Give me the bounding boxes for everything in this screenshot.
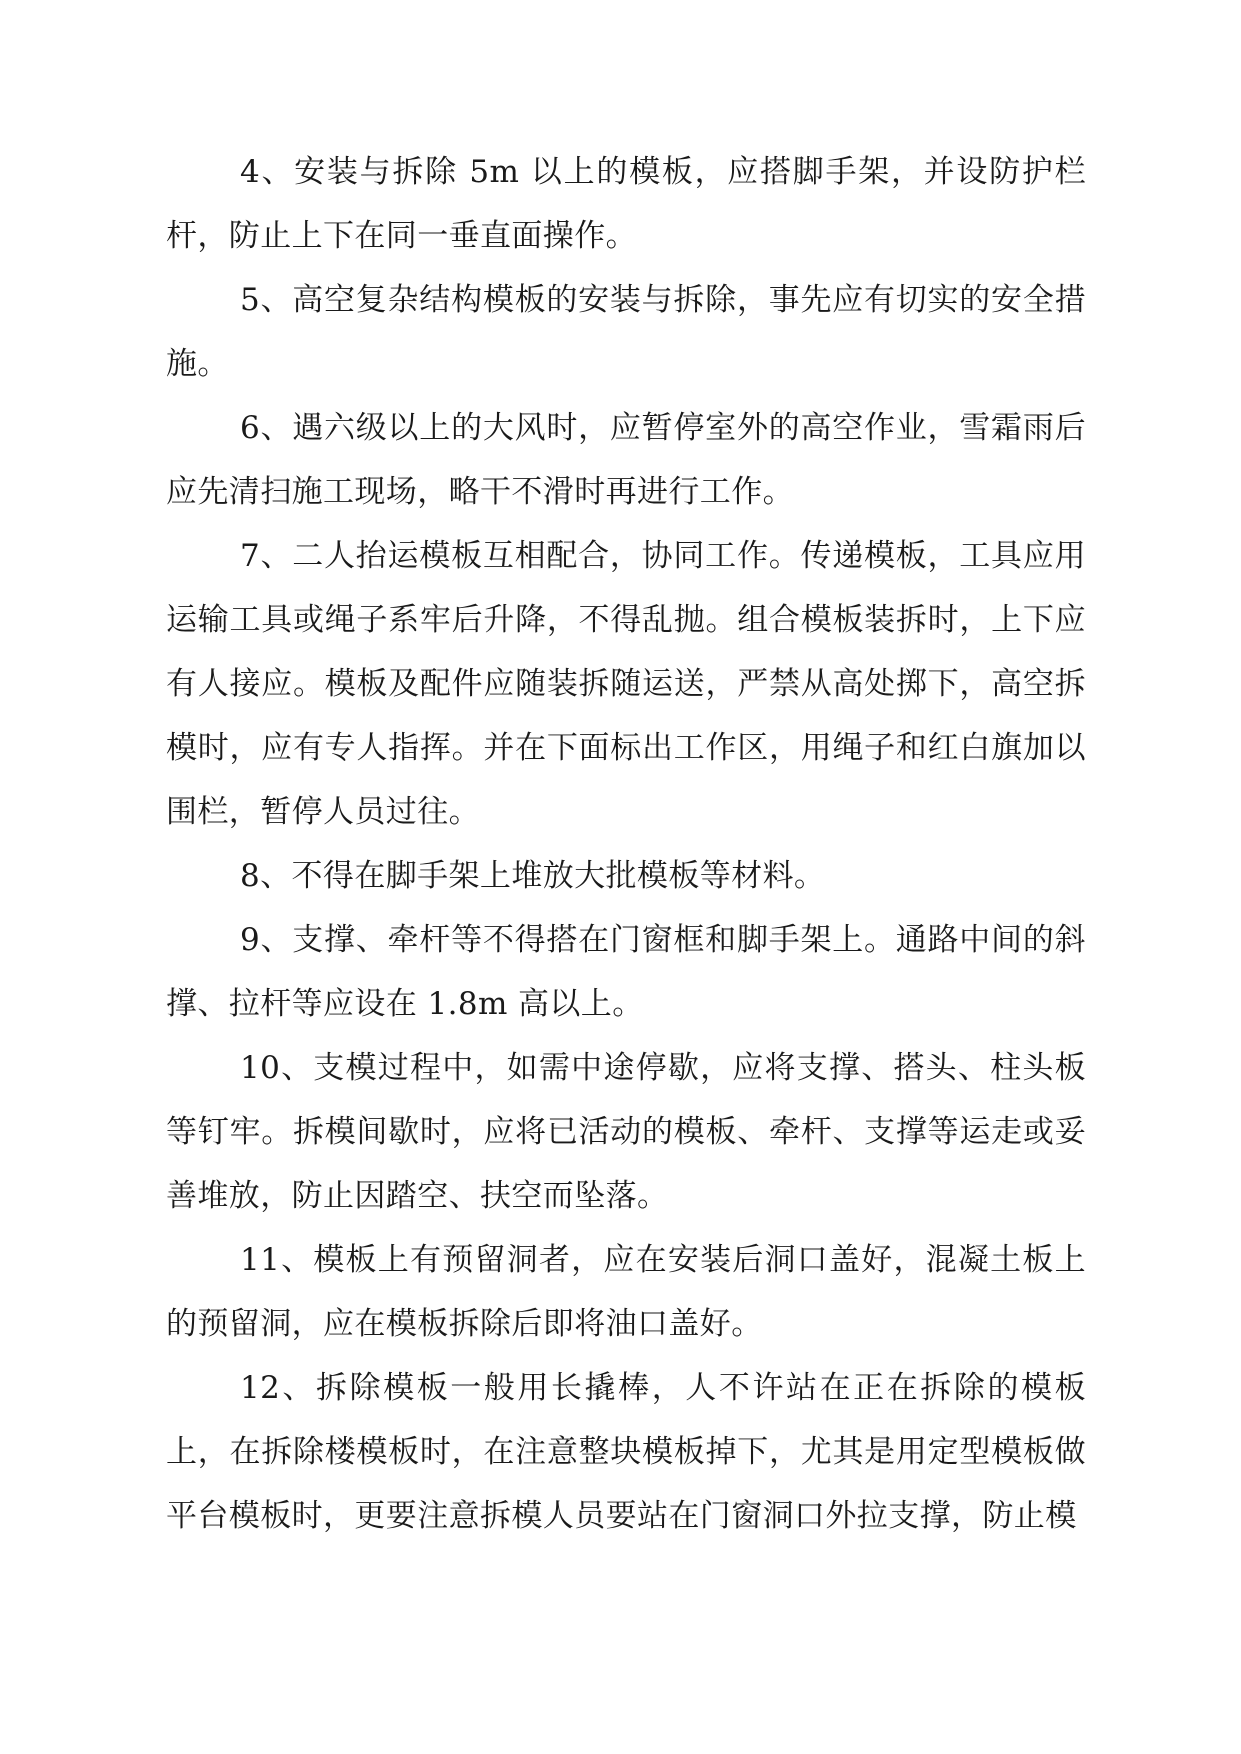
paragraph-item-5: 5、高空复杂结构模板的安装与拆除，事先应有切实的安全措施。 <box>166 282 1086 382</box>
document-body <box>166 140 1086 1548</box>
paragraph-item-12: 12、拆除模板一般用长撬棒，人不许站在正在拆除的模板上，在拆除楼模板时，在注意整块模板掉下，尤其是用定型模板做平台模板时，更要注意拆模人员要站在门窗洞口外拉支撑，防止模 <box>166 1370 1086 1534</box>
paragraph-item-8: 8、不得在脚手架上堆放大批模板等材料。 <box>240 858 826 894</box>
paragraph-item-10: 10、支模过程中，如需中途停歇，应将支撑、搭头、柱头板等钉牢。拆模间歇时，应将已活动的模板、牵杆、支撑等运走或妥善堆放，防止因踏空、扶空而坠落。 <box>166 1050 1086 1214</box>
paragraph-item-9: 9、支撑、牵杆等不得搭在门窗框和脚手架上。通路中间的斜撑、拉杆等应设在 1.8m 高以上。 <box>166 922 1086 1022</box>
paragraph-item-7: 7、二人抬运模板互相配合，协同工作。传递模板，工具应用运输工具或绳子系牢后升降，不得乱抛。组合模板装拆时，上下应有人接应。模板及配件应随装拆随运送，严禁从高处掷下，高空拆模时，应有专人指挥。并在下面标出工作区，用绳子和红白旗加以围栏，暂停人员过往。 <box>166 538 1086 830</box>
paragraph-item-11: 11、模板上有预留洞者，应在安装后洞口盖好，混凝土板上的预留洞，应在模板拆除后即将油口盖好。 <box>166 1242 1086 1342</box>
paragraph-item-4: 4、安装与拆除 5m 以上的模板，应搭脚手架，并设防护栏杆，防止上下在同一垂直面操作。 <box>166 154 1086 254</box>
paragraph-item-6: 6、遇六级以上的大风时，应暂停室外的高空作业，雪霜雨后应先清扫施工现场，略干不滑时再进行工作。 <box>166 410 1086 510</box>
